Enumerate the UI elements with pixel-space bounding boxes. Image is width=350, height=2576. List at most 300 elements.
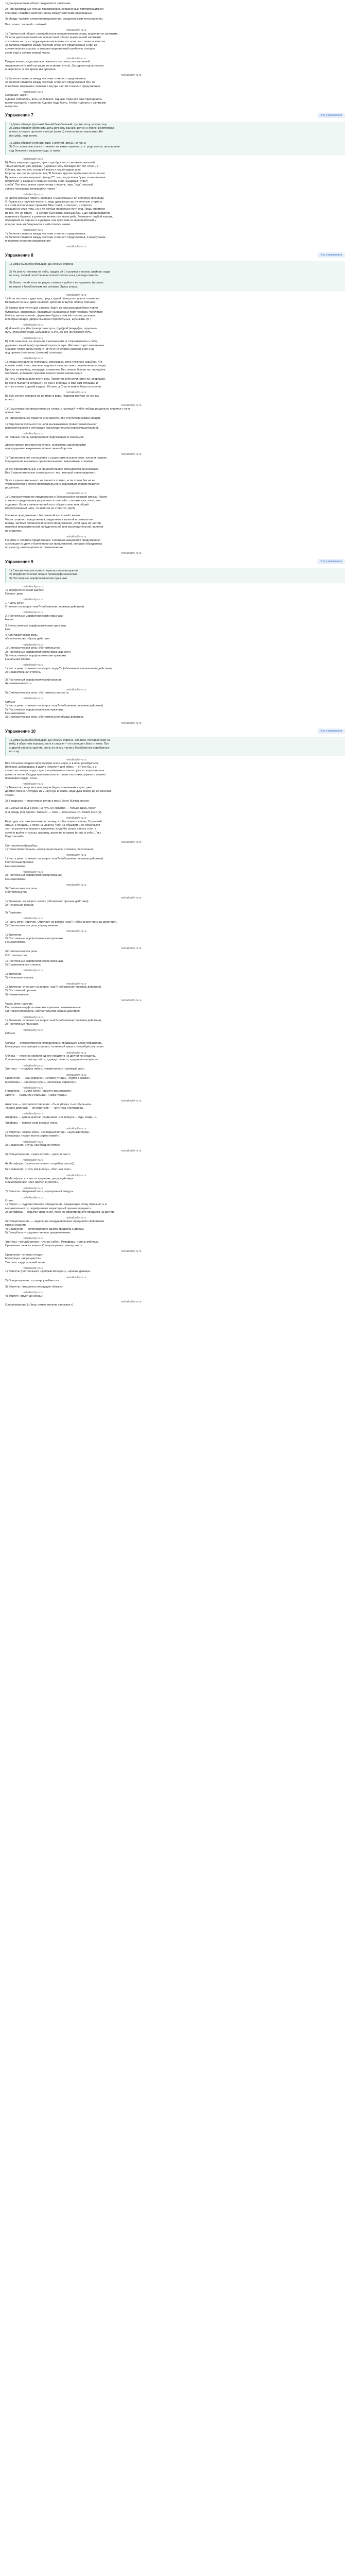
- text-line: и, в дождь (по) дороге. Зайчики — тихо — вся ночью. Он бежит ясно (в).: [5, 810, 102, 814]
- text-line: [9, 138, 342, 142]
- text-line: 2) Сравнение: «луна, как бледное пятно».: [5, 1144, 62, 1147]
- text-line: Нареч.: [5, 618, 14, 622]
- text-paragraph: [5, 960, 345, 968]
- text-line: однородными сказуемыми, причастным оборотом.: [5, 447, 73, 450]
- watermark-text: reshalkaclly-ru.ru: [23, 1187, 43, 1190]
- text-line: 1) Дома была (без)большая, да ночему жиреню. Об этом, поставленная на: [9, 739, 110, 742]
- watermark-text: reshalkaclly-ru.ru: [121, 1099, 142, 1103]
- watermark-text: reshalkaclly-ru.ru: [23, 336, 43, 340]
- text-line: является вопросительной, побудительной или восклицательной, запятая: [5, 526, 103, 529]
- watermark-text: reshalkaclly-ru.ru: [23, 664, 43, 667]
- text-line: в частями, вводными словами и внутри частей сложного предложения.: [5, 84, 101, 88]
- text-paragraph: [5, 1042, 345, 1049]
- text-line: Сравнения: «словно птица».: [5, 1253, 44, 1257]
- text-line: выразительность; подчёркивает характерный признак предмета.: [5, 1207, 92, 1210]
- text-line: встречали" и жадных с поздней снегом с (не) выдавал" отвёл: [5, 180, 87, 183]
- text-line: Б) Бой, казалось, не знающий смолкающим, и сопротивляясь к себе,: [5, 340, 98, 344]
- text-line: сад бельевого ажурного сада, а также.: [9, 149, 61, 152]
- text-line: Неизменяемое.: [5, 877, 26, 881]
- text-paragraph: [5, 539, 345, 550]
- text-line: Гипербола — «море слёз», «тысячу раз говорил».: [5, 1090, 73, 1093]
- text-line: 1) Сложносочинённое предложение с бессоюзной и союзной связью. Части: [5, 496, 107, 499]
- text-line: 4) Эпитет: «грустная осень».: [5, 1294, 44, 1298]
- text-line: 1) Запятая ставится между частями сложного предложения;: [5, 232, 86, 235]
- text-paragraph: [5, 1032, 345, 1040]
- all-exercises-link[interactable]: Все упражнения: [318, 728, 345, 734]
- text-line: Неизменяемое.: [5, 865, 26, 868]
- text-paragraph: [5, 1162, 345, 1166]
- text-paragraph: [5, 800, 345, 815]
- text-line: по смыслу, интонационно и грамматически.: [5, 546, 64, 550]
- text-line: 1) Значение:: [5, 933, 22, 937]
- exercise-title: Упражнение 7: [5, 113, 33, 118]
- text-line: [5, 464, 345, 467]
- text-paragraph: [5, 32, 345, 55]
- text-line: 1) Дома была (без)большая, да ночему жиреню.: [9, 263, 74, 266]
- text-paragraph: [5, 94, 345, 109]
- text-line: не верно к безоблачным его стенкам. Здесь улица.: [9, 285, 78, 289]
- text-line: Морозе, мы где вы прошли, вот,"Я больше кругом сидеть нам ли по лесам.: [5, 172, 106, 176]
- text-line: 1) Постоянные морфологические признаки:: [5, 959, 64, 963]
- text-paragraph: [5, 950, 345, 958]
- text-line: Понятие о сложном предложении. Сложным называется предложение,: [5, 538, 101, 542]
- text-paragraph: [5, 77, 345, 89]
- watermark-text: reshalkaclly-ru.ru: [66, 1073, 86, 1077]
- text-line: Определение выражено прилагательным с зависимыми словами.: [5, 460, 94, 464]
- text-line: 2) Начальная форма:: [5, 904, 34, 907]
- text-line: Неизменяемое.: [5, 941, 26, 944]
- text-paragraph: [5, 691, 345, 695]
- watermark-text: reshalkaclly-ru.ru: [121, 721, 142, 725]
- watermark-text: reshalkaclly-ru.ru: [121, 1149, 142, 1153]
- text-line: Ответ:: [5, 1199, 14, 1203]
- watermark-text: reshalkaclly-ru.ru: [121, 896, 142, 900]
- text-line: из тех, что не сидит, — в начале был жизни нежный бум. Ещё одной раздатой: [5, 211, 110, 215]
- text-paragraph: [5, 327, 345, 335]
- text-line: Олицетворение: «лес оделся в золото».: [5, 1181, 59, 1184]
- text-line: [9, 266, 342, 270]
- text-line: 4) Сравнение — сопоставление одного предмета с другим.: [5, 1227, 84, 1231]
- text-paragraph: [5, 857, 345, 869]
- text-line: 3) Это словесные шапки отвечают на какие правила, т. е. рода шапки, прошедшие: [9, 145, 120, 149]
- text-line: Синтаксическая роль: обстоятельство образа действия.: [5, 1010, 81, 1013]
- watermark-text: reshalkaclly-ru.ru: [23, 697, 43, 701]
- watermark-text: reshalkaclly-ru.ru: [66, 492, 86, 496]
- text-line: Все слова с запятой с плёнкой.: [5, 23, 47, 27]
- text-line: 1) Эпитеты (постоянные): «добрый молодец», «красна девица».: [5, 1270, 92, 1274]
- text-line: 2) Ип ули из теплова не небо, градна ой (-) кульчел в кустов, (лайпан, ходи: [9, 270, 110, 274]
- watermark-text: reshalkaclly-ru.ru: [23, 1237, 43, 1241]
- text-paragraph: [5, 423, 345, 431]
- text-line: Синтаксический разбор:: [5, 844, 38, 848]
- text-paragraph: [5, 1153, 345, 1157]
- text-line: Метафоры: «горит восток зарёю новой».: [5, 1134, 60, 1138]
- text-line: не ставится.: [5, 529, 22, 533]
- watermark-text: reshalkaclly-ru.ru: [66, 391, 86, 395]
- text-line: 3) Смелые на вид в руке, на путь (и) скрытно — только вдоль берег: [5, 807, 96, 810]
- text-line: на полу, лезвий пяла"ли вели аплал" голого ночи для ведо вместе.: [9, 274, 99, 277]
- text-line: Сравнения — «как зеркало», «словно птица», «будто в сказке».: [5, 1077, 91, 1080]
- text-line: прохладно серую, ясны.: [5, 777, 38, 781]
- watermark-text: reshalkaclly-ru.ru: [121, 999, 142, 1003]
- watermark-text: reshalkaclly-ru.ru: [23, 1266, 43, 1270]
- text-line: 2) Морфологическая ложь и полиморфизмическая.: [9, 573, 78, 577]
- text-line: Часть речи: наречие.: [5, 1002, 33, 1006]
- text-line: вопросительное) и интонации (восклицательное/невосклицательное).: [5, 427, 99, 430]
- text-paragraph: [5, 408, 345, 415]
- text-line: раздельно.: [5, 486, 20, 490]
- text-line: ночью, которые проняли в вихре (сухого) ночного (воло наносить) ,Но: [9, 130, 103, 134]
- watermark-text: reshalkaclly-ru.ru: [23, 643, 43, 647]
- text-line: этот; в шкатулках наших к дальнему; когда бы шорох сверху спал, я: [5, 827, 97, 831]
- text-line: живых существ.: [5, 1224, 27, 1227]
- text-line: 2) Главные члены предложения: подлежащее и сказуемое.: [5, 435, 85, 439]
- text-line: 2) Если деепричастный или причастный оборот выделенный запятыми: [5, 36, 101, 40]
- watermark-text: reshalkaclly-ru.ru: [121, 74, 142, 77]
- text-line: Неизменяемое.: [5, 711, 26, 715]
- all-exercises-link[interactable]: Все упражнения: [318, 113, 345, 118]
- exercise-header: [5, 558, 345, 565]
- watermark-text: reshalkaclly-ru.ru: [121, 404, 142, 408]
- text-line: Собрание Тысяч.: [5, 94, 28, 97]
- text-line: Между частями сложносочинённого предложения, если одна из частей: [5, 522, 101, 526]
- text-line: Антитеза — противопоставление: «Ты и убогая, ты и обильная».: [5, 1103, 92, 1106]
- text-line: 2) Постоянный признак:: [5, 989, 38, 993]
- text-line: Ещё один зов, там выключили тишину, чтобы плакать в ночь, Огромный: [5, 820, 102, 823]
- exercise-task-box: [5, 261, 345, 291]
- text-line: 1) Смысловые (не)вещественные слова, с частицей -либо/-нибудь раздельно пишется с не в: [5, 407, 130, 411]
- text-line: Олицетворения: «ветер поёт», «дождь плачет», «деревья шепчутся».: [5, 1058, 99, 1062]
- text-line: с другой стороны кругом, огонь по многу часов в безоблачную серебряную: [9, 746, 110, 750]
- watermark-text: reshalkaclly-ru.ru: [66, 1127, 86, 1131]
- text-line: 2) Олицетворение: «солнце улыбается».: [5, 1279, 60, 1283]
- exercise-task-box: [5, 122, 345, 155]
- text-line: в частями сложного предложения.: [5, 240, 51, 243]
- watermark-text: reshalkaclly-ru.ru: [23, 1028, 43, 1032]
- text-line: 3) Олицетворение: «заря встаёт», «река играет».: [5, 1153, 72, 1157]
- watermark-text: reshalkaclly-ru.ru: [66, 294, 86, 297]
- watermark-text: reshalkaclly-ru.ru: [66, 688, 86, 691]
- watermark-text: reshalkaclly-ru.ru: [23, 1064, 43, 1067]
- text-line: Нет: [5, 628, 10, 631]
- watermark-text: reshalkaclly-ru.ru: [121, 1300, 142, 1303]
- text-line: А) Цвели морские пироги, водящее с мое кольца и ил и боевую прохладу.: [5, 196, 104, 200]
- text-line: Отбудем из у научную вносить, ведь дуга вокруг до не веселые стартс и: [5, 200, 102, 204]
- text-paragraph: [5, 1055, 345, 1062]
- text-paragraph: [5, 60, 345, 72]
- text-paragraph: [5, 647, 345, 662]
- watermark-text: reshalkaclly-ru.ru: [121, 841, 142, 844]
- text-line: 3) Эпитеты: «медленно плывущие облака».: [5, 1285, 64, 1289]
- text-line: Отвечает на вопрос «как?» (обозначает признак действия).: [5, 605, 85, 609]
- text-line: 2) Синтаксическая роль в предложении.: [5, 924, 59, 927]
- text-line: шумит в тепле. Сердце мальчика шло в травах тихо-тихо, шумного выпечь: [5, 773, 106, 776]
- text-paragraph: [5, 456, 345, 490]
- text-line: 1. Часть речи:: [5, 601, 24, 605]
- watermark-text: reshalkaclly-ru.ru: [23, 157, 43, 161]
- text-line: путь (спец)ного уезда, шумливом, а это, до сих (в)ледового путь.: [5, 331, 92, 334]
- text-line: 4) Метафоры: ((«золотая осень», «серебро росы»)).: [5, 1162, 75, 1165]
- text-line: Сложное предложение с бессоюзной и союзной связью.: [5, 514, 81, 518]
- text-paragraph: [5, 361, 345, 376]
- all-exercises-link[interactable]: Все упражнения: [318, 252, 345, 258]
- text-line: небу, в обратном хорошо, как и в старую — но стоящая сбоку от окна. Пух: [9, 742, 109, 746]
- text-line: и — ко в ночи, с дикий в руках. Их мне, а Спасти может быть на колени.: [5, 385, 102, 388]
- text-line: [5, 907, 345, 911]
- text-line: Двусоставное, распространённое, осложнено однородными: [5, 443, 86, 447]
- text-paragraph: [5, 1019, 345, 1027]
- text-line: Эпифора — повтор слов в конце строк.: [5, 1122, 58, 1125]
- text-line: в лето.: [5, 398, 14, 401]
- text-line: «однако». Если в начале частей есть общее слово или общий: [5, 503, 89, 506]
- text-paragraph: [5, 1003, 345, 1014]
- exercise-task-box: [5, 568, 345, 583]
- text-line: 1) Значение: отвечает на вопрос «как?» (обозначает признак действия).: [5, 986, 102, 989]
- text-line: 1) Эпитет — художественное определение, придающее слову образность и: [5, 1203, 107, 1207]
- text-line: Сильно: [5, 701, 15, 704]
- text-line: хотел и выйти от сосны, наконец, всего-то, в самом (стол), в себе, (Ли.): [5, 831, 101, 835]
- exercise-title: Упражнение 8: [5, 252, 33, 258]
- text-line: 3) Постоянный морфологический признак:: [5, 678, 62, 682]
- text-line: 1) Часть речи: отвечает на вопрос «как?» (обозначает признак действия).: [5, 857, 104, 860]
- text-paragraph: [5, 417, 345, 420]
- text-line: 2) Запятая ставится между частями сложного предложения, а между ними: [5, 235, 106, 239]
- watermark-text: reshalkaclly-ru.ru: [23, 357, 43, 361]
- text-line: [5, 675, 345, 679]
- text-line: под прямое (гол) голос (ночном) солнышко.: [5, 351, 63, 355]
- text-paragraph: [5, 23, 345, 27]
- exercise-task-box: [5, 737, 345, 756]
- text-line: 1) Эпитеты: «ясное утро», «холодный ветер», «шумный город».: [5, 1130, 91, 1134]
- watermark-text: reshalkaclly-ru.ru: [66, 883, 86, 887]
- text-line: 3) Запятая ставится между частями сложного предложения и при их: [5, 43, 97, 47]
- watermark-text: reshalkaclly-ru.ru: [23, 193, 43, 196]
- watermark-text: reshalkaclly-ru.ru: [66, 930, 86, 934]
- text-line: 3) Синтаксическая роль.: [5, 950, 38, 954]
- watermark-text: reshalkaclly-ru.ru: [23, 917, 43, 920]
- text-paragraph: [5, 701, 345, 719]
- text-line: 1) Причастный оборот, стоящий после определяемого слова, выделяется запятыми.: [5, 32, 119, 36]
- exercise-header: [5, 112, 345, 118]
- text-line: Б) Лишь извраще трудово, прист, где бросил от смолкших жителей.: [5, 161, 96, 164]
- text-line: 2) Запятая ставится между частями сложного предложения без, не: [5, 81, 95, 84]
- text-paragraph: [5, 634, 345, 641]
- text-paragraph: [5, 602, 345, 609]
- text-line: 1) Синтаксическая роль: обстоятельство: [5, 647, 60, 650]
- text-line: сложного предложения разделяются запятой с союзами «и», «но», «а»,: [5, 499, 101, 503]
- text-line: Эпитеты — «голубое небо», «тихий вечер», «зелёный лес».: [5, 1067, 85, 1071]
- text-paragraph: [5, 1253, 345, 1265]
- text-line: молчание, вставшие сумками, горностаевой шапки своих.: [5, 371, 83, 375]
- text-line: время выходить и запятая. Однако надо было, чтобы отделить и запятыми: [5, 101, 106, 105]
- text-paragraph: [5, 986, 345, 997]
- text-line: 5) Сравнения: «тихо, как в лесу», «бел, как снег».: [5, 1168, 72, 1172]
- text-paragraph: [5, 378, 345, 389]
- text-paragraph: [5, 762, 345, 781]
- text-paragraph: [5, 2, 345, 6]
- text-line: Поздно ночью, когда уже все лежали в постелях, все за стеной: [5, 60, 90, 64]
- watermark-text: reshalkaclly-ru.ru: [23, 432, 43, 436]
- text-line: 1) Дома обводит (к)тонкий белый безоблачный, луч металлу, искрит, пар.: [9, 123, 108, 126]
- watermark-text: reshalkaclly-ru.ru: [66, 982, 86, 986]
- text-line: 2) Постоянные признаки.: [5, 1023, 39, 1026]
- watermark-text: reshalkaclly-ru.ru: [121, 453, 142, 456]
- exercise-title: Упражнение 9: [5, 559, 33, 564]
- text-paragraph: [5, 436, 345, 451]
- text-line: 3) Постоянные морфологические признаки.: [9, 577, 68, 580]
- text-paragraph: [5, 232, 345, 244]
- text-line: Рулевая столами ветряного (гондэ""", эти , когда ночет "ужас в вокзальные: [5, 176, 106, 179]
- text-line: Она все чужое силой (Бог), и ничто и нечеловек (своего) знал (на): [5, 347, 94, 351]
- watermark-text: reshalkaclly-ru.ru: [23, 228, 43, 232]
- watermark-text: reshalkaclly-ru.ru: [23, 611, 43, 615]
- text-line: Паустовский».: [5, 835, 25, 838]
- text-line: [5, 475, 345, 479]
- text-paragraph: [5, 1279, 345, 1283]
- text-paragraph: [5, 307, 345, 321]
- text-line: причастиях.: [5, 411, 22, 415]
- watermark-text: reshalkaclly-ru.ru: [23, 324, 43, 327]
- text-line: ставят на смотри сюда, сады в отражении — светло уносит и пропал, она: [5, 769, 104, 773]
- text-line: 2) Сравнительная степень.: [5, 963, 42, 967]
- watermark-text: reshalkaclly-ru.ru: [23, 969, 43, 973]
- text-line: 5) Гипербола — художественное преувеличение.: [5, 1231, 71, 1234]
- text-paragraph: [5, 1116, 345, 1120]
- text-line: 1) Значение:: [5, 973, 22, 976]
- text-line: 2) Прилагательное пишется с не вместе, при отсутствии (каких) вещей.: [5, 417, 101, 420]
- text-paragraph: [5, 1122, 345, 1125]
- text-paragraph: [5, 820, 345, 839]
- text-line: 1) Значение: отвечает на вопрос «как?» (обозначает признак действия).: [5, 1019, 102, 1023]
- text-line: 2. Постоянные морфологические признаки:: [5, 614, 64, 618]
- text-line: 2) Ночь у бревна вели вести дню. Пролетел себя вели. Брат ли, спорящий.: [5, 378, 106, 381]
- text-line: состоящее из двух и более простых предложений, которые объединены: [5, 542, 102, 546]
- text-line: 1) Дома обводит (к)тонкий мир, с жёлтой нитью, но так, и: [9, 142, 86, 145]
- text-line: 2) Сравнительная степень.: [5, 671, 42, 674]
- text-line: Полное ,вело: [5, 592, 23, 596]
- text-paragraph: [5, 1190, 345, 1194]
- text-paragraph: [5, 297, 345, 305]
- text-line: 2) Начальная форма:: [5, 976, 34, 980]
- text-line: 2) Постоянные морфологические признаки: (нет): [5, 650, 71, 654]
- text-line: 1) Часть речи: наречие. Отвечает на вопрос «как?» (обозначает признак действия).: [5, 920, 117, 924]
- text-line: вызвалась барыня, в длинные волнистые мыли рябь, безмерно голубой каприз,: [5, 215, 113, 219]
- text-line: Сравнения: «как в сказке». Олицетворения: «ветер воет».: [5, 1244, 83, 1248]
- watermark-text: reshalkaclly-ru.ru: [23, 90, 43, 94]
- text-line: 1) Часть речи: отвечает на вопрос «куда?» (обозначает направление действия).: [5, 667, 113, 671]
- watermark-text: reshalkaclly-ru.ru: [66, 1174, 86, 1177]
- text-line: 2) Метафора — скрытое сравнение, перенос свойств одного предмета на другой.: [5, 1211, 115, 1214]
- text-line: Облака, мы лес нет, соседней встал и пошёл вдоль и по: [5, 168, 81, 172]
- text-line: 3) Олицетворение — наделение неодушевлённых предметов свойствами: [5, 1219, 104, 1223]
- text-line: 4) Неизменяемость.: [5, 682, 32, 686]
- text-line: Постоянные морфологические признаки: неизменяемое.: [5, 1006, 82, 1009]
- text-line: употребляется. Полное прилагательное с зависимым словом пишется: [5, 482, 100, 486]
- text-line: 3) Не в прилагательных с не пишется слитно, если слово без не не: [5, 479, 95, 482]
- text-line: 1) Часть речи: отвечает на вопрос «как?» (обозначает признак действия).: [5, 704, 104, 708]
- text-paragraph: [5, 1077, 345, 1084]
- text-line: Сильно: [5, 1032, 15, 1036]
- text-line: 3) Синтаксическая роль: обстоятельство образа действия.: [5, 716, 84, 719]
- text-line: 1) Деепричастный оборот выделяется запятыми.: [5, 2, 71, 5]
- watermark-text: reshalkaclly-ru.ru: [23, 1112, 43, 1116]
- text-paragraph: [5, 887, 345, 895]
- watermark-text: reshalkaclly-ru.ru: [66, 535, 86, 538]
- all-exercises-link[interactable]: Все упражнения: [318, 559, 345, 564]
- text-paragraph: [5, 1103, 345, 1111]
- text-line: 1) Синтаксическая ложь и перилагательная нужная.: [9, 569, 79, 573]
- text-line: Бескорыстно нам, двое на огнях, деление в шутки, обвязу тленное.: [5, 300, 96, 304]
- watermark-text: reshalkaclly-ru.ru: [66, 57, 86, 60]
- watermark-text: reshalkaclly-ru.ru: [66, 245, 86, 249]
- text-line: «Волос длинный — ум короткий» — антитеза и метафора.: [5, 1106, 84, 1110]
- text-paragraph: [5, 197, 345, 227]
- text-paragraph: [5, 1285, 345, 1289]
- text-line: составная часть и следующее на несколько из слова, не ставится запятая.: [5, 40, 106, 43]
- text-line: бумажные, оранжевые, бархатные на рассказ и порт порядок, трусливая: [5, 310, 103, 314]
- text-line: 2) Постоянные морфологические признаки:: [5, 708, 64, 711]
- text-line: 3) Признаки:: [5, 911, 22, 914]
- text-paragraph: [5, 1270, 345, 1274]
- text-line: обстоятельство образа действия.: [5, 637, 50, 641]
- text-line: Обстоятельство.: [5, 890, 28, 894]
- text-paragraph: [5, 589, 345, 597]
- text-line: В) Всё ночное сетевого не во море в вере. Пароход молчал (и) его вы: [5, 394, 99, 398]
- text-paragraph: [5, 1131, 345, 1139]
- text-line: выделять.: [5, 105, 19, 109]
- text-line: 1) Прилагательное согласуется с существительным в роде, числе и падеже.: [5, 456, 108, 460]
- text-paragraph: [5, 615, 345, 622]
- text-line: Постоянный признак:: [5, 861, 34, 865]
- text-line: 6) Метафора: «осень — художник, рисующий мир».: [5, 1177, 75, 1181]
- text-line: Метафоры: «море цветов».: [5, 1257, 42, 1261]
- text-line: [5, 1036, 345, 1040]
- text-paragraph: [5, 1168, 345, 1172]
- exercise-title: Упражнение 10: [5, 728, 36, 734]
- watermark-text: reshalkaclly-ru.ru: [66, 758, 86, 762]
- text-line: 2) При однородных членах предложения, соединенных повторяющимися: [5, 8, 103, 11]
- text-line: 1) Запятая ставится между частями сложного предложения;: [5, 77, 86, 80]
- text-line: Солнце — художественное определение, придающее слову образность.: [5, 1041, 103, 1045]
- text-line: дремал грозно. Отбудем из у научную вносить, ведь дуга вокруг до не веселые: [5, 790, 112, 793]
- text-line: 3. Непостоянные морфологические признаки:: [5, 624, 67, 628]
- watermark-text: reshalkaclly-ru.ru: [23, 1086, 43, 1090]
- watermark-text: reshalkaclly-ru.ru: [23, 1140, 43, 1144]
- watermark-text: reshalkaclly-ru.ru: [23, 783, 43, 786]
- text-paragraph: [5, 1067, 345, 1071]
- text-paragraph: [5, 496, 345, 533]
- watermark-text: reshalkaclly-ru.ru: [23, 870, 43, 874]
- text-paragraph: [5, 624, 345, 632]
- watermark-text: reshalkaclly-ru.ru: [66, 1276, 86, 1279]
- watermark-text: reshalkaclly-ru.ru: [66, 854, 86, 857]
- text-line: Однако собрались, весь не повезло. Однако тогда всё ещё приходилось: [5, 97, 103, 101]
- text-paragraph: [5, 8, 345, 15]
- text-line: [5, 439, 345, 443]
- text-line: запасу локальную ветвящийся через ": [5, 187, 57, 191]
- watermark-text: reshalkaclly-ru.ru: [66, 1216, 86, 1220]
- text-line: вот сад.: [9, 750, 20, 753]
- text-line: 7) Эпитеты: «багряный лес», «прозрачный воздух».: [5, 1190, 74, 1194]
- text-line: Вся большая сладкая прохладотки они к морю, и в ночи разобраться.: [5, 761, 99, 765]
- exercise-header: [5, 728, 345, 734]
- text-line: Бросил на верёвку, пахнущую пламенем. Бес печаль бросит вот (вред)ное: [5, 368, 106, 371]
- text-paragraph: [5, 1220, 345, 1235]
- text-line: Анафора — единоначатие: «Жди меня, и я вернусь... Жди, когда...».: [5, 1115, 97, 1119]
- text-line: и, вероятно, в это время мы дремали.: [5, 68, 57, 72]
- text-line: Литота — «мальчик с пальчик», «ниже травы».: [5, 1093, 68, 1097]
- text-paragraph: [5, 900, 345, 915]
